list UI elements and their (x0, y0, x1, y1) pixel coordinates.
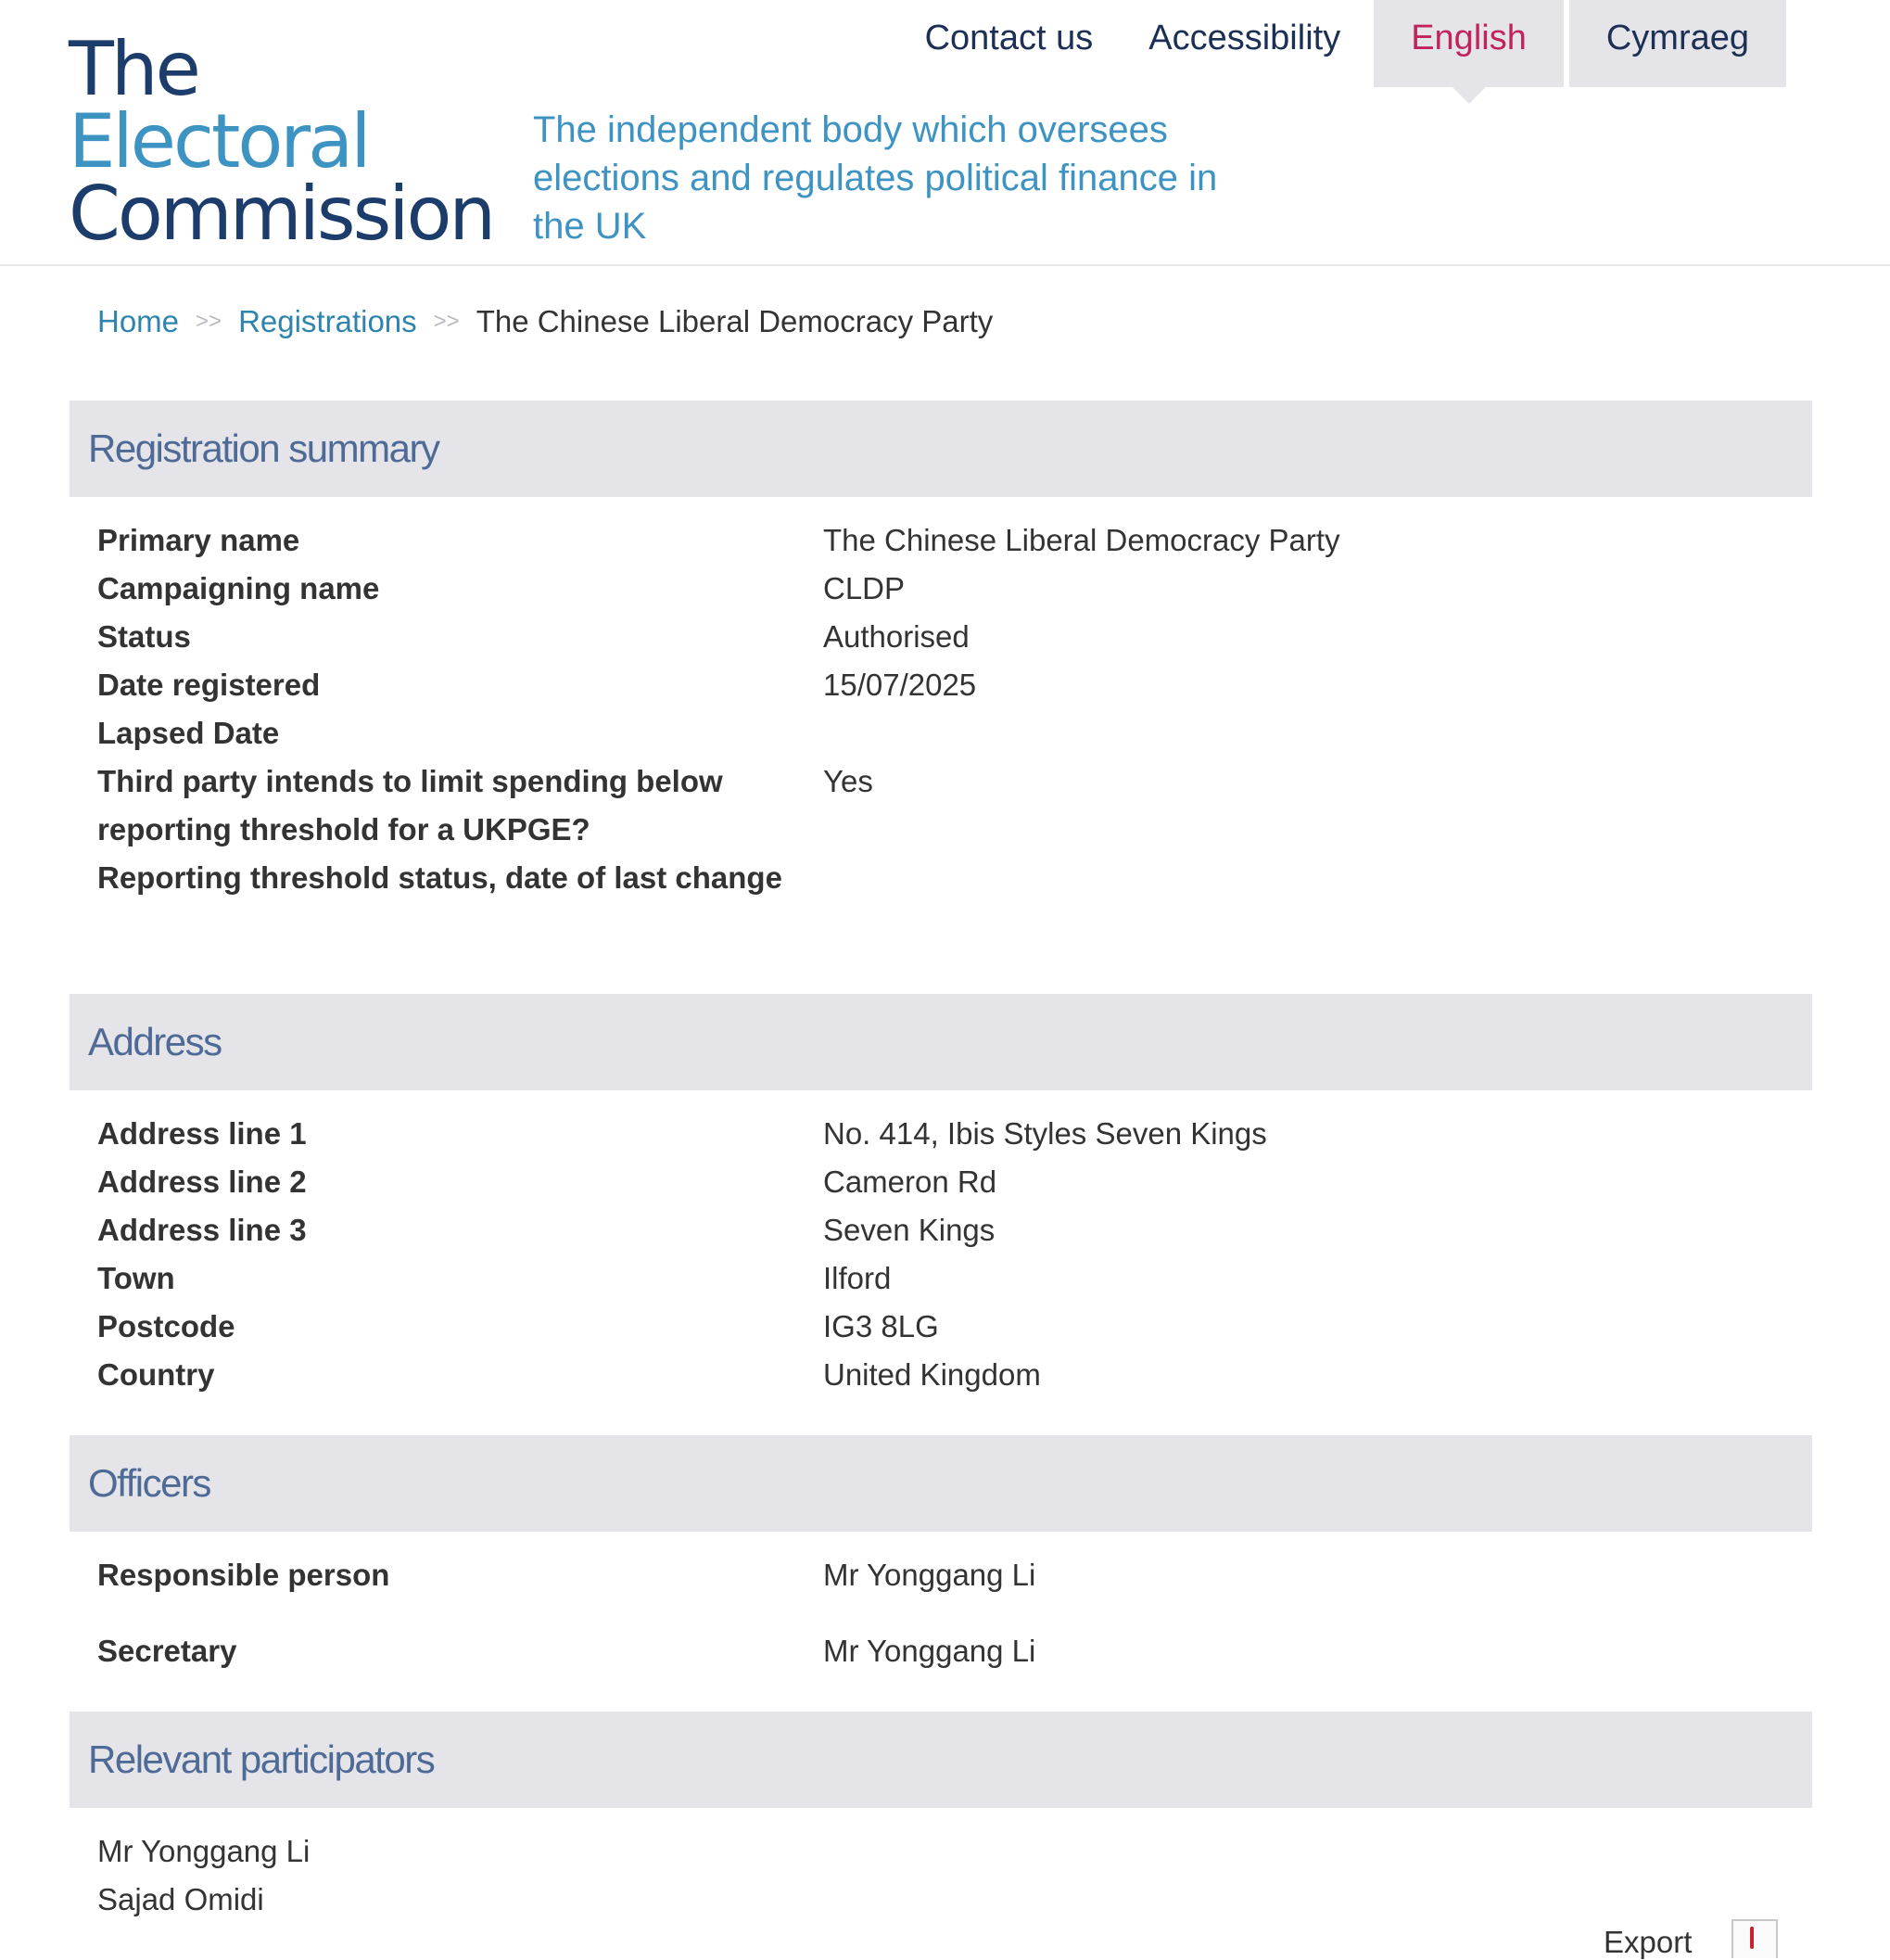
detail-label: Responsible person (97, 1558, 390, 1592)
detail-row (97, 1206, 1803, 1254)
detail-row (97, 1303, 1803, 1351)
list-item: Sajad Omidi (97, 1882, 264, 1916)
list-item: Mr Yonggang Li (97, 1834, 311, 1868)
breadcrumb-separator: >> (433, 309, 460, 334)
detail-value: The Chinese Liberal Democracy Party (823, 523, 1340, 557)
detail-row (97, 1551, 1803, 1599)
detail-value: 15/07/2025 (823, 668, 977, 702)
detail-label: Lapsed Date (97, 716, 280, 750)
detail-value: Cameron Rd (823, 1165, 997, 1199)
address-list (97, 1110, 1803, 1399)
detail-row (97, 1351, 1803, 1399)
detail-label: Town (97, 1261, 175, 1295)
accessibility-link[interactable]: Accessibility (1148, 19, 1341, 57)
registration-summary-list (97, 516, 1803, 902)
detail-value: No. 414, Ibis Styles Seven Kings (823, 1116, 1267, 1151)
breadcrumb-current: The Chinese Liberal Democracy Party (476, 304, 994, 338)
language-english-tab[interactable]: English (1374, 0, 1564, 87)
detail-row (97, 1254, 1803, 1303)
logo-line-2: Electoral (69, 98, 369, 185)
detail-row (97, 757, 1803, 854)
detail-value: Mr Yonggang Li (823, 1634, 1036, 1668)
breadcrumb-registrations-link[interactable]: Registrations (238, 304, 417, 338)
detail-value: Seven Kings (823, 1213, 996, 1247)
site-tagline: The independent body which oversees elections and regulates political finance in the UK (533, 109, 1218, 247)
detail-label: Secretary (97, 1634, 237, 1668)
detail-value: Mr Yonggang Li (823, 1558, 1036, 1592)
detail-value: Ilford (823, 1261, 892, 1295)
registration-summary-heading: Registration summary (70, 401, 1812, 497)
detail-row (97, 854, 1803, 902)
detail-label: Address line 2 (97, 1165, 307, 1199)
detail-row (97, 1110, 1803, 1158)
detail-value: IG3 8LG (823, 1309, 939, 1343)
logo-line-1: The (69, 26, 198, 112)
detail-row (97, 516, 1803, 565)
detail-row (97, 661, 1803, 709)
detail-value (823, 709, 1803, 757)
address-heading: Address (70, 994, 1812, 1090)
officers-heading: Officers (70, 1435, 1812, 1532)
top-navigation (897, 0, 1786, 87)
relevant-participators-heading: Relevant participators (70, 1712, 1812, 1808)
relevant-participators-list (97, 1827, 1803, 1924)
detail-value: CLDP (823, 571, 906, 605)
detail-label: Campaigning name (97, 571, 380, 605)
detail-value (823, 854, 1803, 902)
detail-row (97, 565, 1803, 613)
detail-label: Third party intends to limit spending below reporting threshold for a UKPGE? (97, 764, 723, 846)
detail-label: Address line 1 (97, 1116, 307, 1151)
detail-label: Country (97, 1357, 215, 1392)
breadcrumb-home-link[interactable]: Home (97, 304, 180, 338)
logo-line-3: Commission (69, 171, 494, 257)
detail-row (97, 709, 1803, 757)
detail-label: Address line 3 (97, 1213, 307, 1247)
detail-label: Postcode (97, 1309, 235, 1343)
detail-label: Date registered (97, 668, 321, 702)
pdf-icon[interactable] (1731, 1919, 1778, 1958)
detail-label: Primary name (97, 523, 300, 557)
language-welsh-tab[interactable]: Cymraeg (1569, 0, 1786, 87)
site-logo[interactable] (69, 26, 494, 257)
site-header (0, 0, 1890, 266)
detail-value: United Kingdom (823, 1357, 1041, 1392)
contact-us-link[interactable]: Contact us (924, 19, 1094, 57)
detail-row (97, 613, 1803, 661)
detail-row (97, 1158, 1803, 1206)
breadcrumb-separator: >> (196, 309, 222, 334)
detail-value: Yes (823, 764, 873, 798)
breadcrumb (97, 304, 993, 339)
detail-value: Authorised (823, 619, 970, 654)
officers-list (97, 1551, 1803, 1675)
detail-label: Status (97, 619, 191, 654)
detail-label: Reporting threshold status, date of last change (97, 860, 782, 895)
export-link[interactable]: Export (1604, 1925, 1693, 1959)
detail-row (97, 1627, 1803, 1675)
